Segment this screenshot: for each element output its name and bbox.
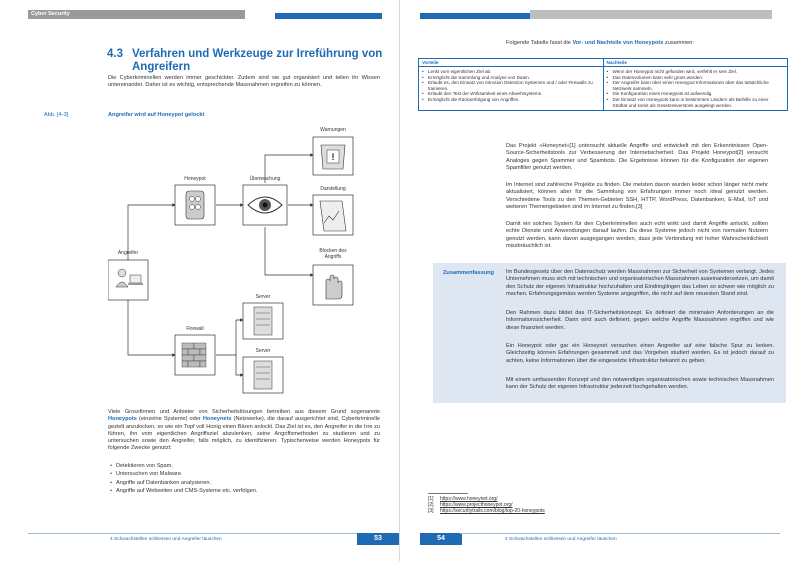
table-intro: Folgende Tabelle fasst die Vor- und Nachteile von Honeypots zusammen: [506,40,694,46]
body-paragraph: Viele Grossfirmen und Anbieter von Sicherheitslösungen betreiben aus diesem Grund sogenannte Honeypots (einzelne Systeme) oder Honeynets (Netzwerke), die darauf ausgerichtet sind, Cyberkriminelle gezielt anzulocken, so wie ein Topf voll Honig einen Bären anlockt. Das Ziel ist es, den Angreifer in die Irre zu führen, ihn vom eigentlichen Angriffsziel abzulenken, seine Angriffsmethoden zu studieren und zu untersuchen sowie den Angreifer, falls möglich, zu identifizieren. Typischerweise werden Honeypots für folgende Zwecke genutzt: [108,409,380,452]
svg-text:!: ! [331,152,335,162]
list-item: • Erlaubt es, den Einsatz von Intrusion Detection Systemen und / oder Firewalls zu trainieren. [422,80,600,91]
list-item: • Erlaubt den Test der Wirksamkeit eines Abwehrsystems. [422,91,600,97]
list-item: • Untersuchen von Malware. [110,470,258,478]
footer [420,533,780,553]
diagram-svg [108,125,368,405]
attacker-icon [108,260,148,300]
blocking-hand-icon [313,265,353,305]
label-blocking: Blocken des Angriffs [319,248,347,260]
header-label: Cyber Security [31,11,70,17]
summary-paragraph: Mit einem umfassenden Konzept und den notwendigen organisatorischen sowie technischen Massnahmen kann der Schutz der eigenen Infrastruktur jederzeit hochgehalten werden. [506,377,774,391]
real-services-paragraph: Damit ein solches System für den Cyberkriminellen auch echt wirkt und damit Angriffe anlockt, sollten echte Dienste und Anwendungen darauf laufen. Da diese Systeme jedoch nicht von normalen Nutzern genutzt werden, kann davon ausgegangen werden, dass jede Verbindung mit hoher Wahrscheinlichkeit missbräuchlich ist. [506,221,768,249]
table-header: Nachteile [603,59,788,67]
honeypot-icon [175,185,215,225]
list-item: • Wenn der Honeypot nicht gefunden wird, verfehlt er sein Ziel. [607,69,785,75]
summary-label: Zusammenfassung [443,270,494,276]
warnings-icon [313,137,353,175]
right-page [400,0,800,561]
footer [28,533,398,553]
label-presentation: Darstellung [320,186,346,192]
list-item: • Angriffe auf Datenbanken analysieren. [110,479,258,487]
reference-link[interactable]: https://securitytrails.com/blog/top-20-honeypots [440,508,545,515]
firewall-icon [175,335,215,375]
references [428,493,545,514]
summary-box [433,263,786,403]
projects-paragraph: Im Internet sind zahlreiche Projekte zu finden. Die meisten davon wurden leider schon länger nicht mehr aktualisiert, können aber für die Sammlung von Erfahrungen immer noch ideal genutzt werden. Verschiedene Tools zu den Themen-Gebieten SSH, HTTP, WordPress, Datenbanken, E-Mail, IoT und weiteren Themengebieten sind im Internet zu finden.[3] [506,182,768,210]
purpose-list [110,462,258,495]
label-honeypot: Honeypot [184,176,206,182]
server-icon [243,357,283,393]
list-item: • Ermöglicht die Rückverfolgung von Angriffen. [422,97,600,103]
header-bar [420,10,772,19]
intro-paragraph: Die Cyberkriminellen werden immer geschickter. Zudem sind sie gut organisiert und teilen ihr Wissen untereinander. Daher ist es wichtig, entsprechende Massnahmen ergreifen zu können. [108,75,380,89]
list-item: • Lenkt vom eigentlichen Ziel ab. [422,69,600,75]
list-item: • Detektieren von Spam. [110,462,258,470]
list-item: • Ermöglicht die Sammlung und Analyse von Daten. [422,75,600,81]
reference-link[interactable]: https://www.projecthoneypot.org/ [440,501,513,508]
server-icon [243,303,283,339]
reference-item: [2] https://www.projecthoneypot.org/ [428,501,513,508]
honeypot-diagram [108,125,368,405]
list-item: • Angriffe auf Webseiten und CMS-Systeme etc. verfolgen. [110,487,258,495]
footer-text: 4 Schwachstellen schliessen und Angreifer täuschen [110,537,222,542]
label-server: Server [255,348,271,354]
section-title: 4.3 Verfahren und Werkzeuge zur Irreführung von Angreifern [107,48,383,73]
list-item: • Der Angreifer kann über einen Honeypot Informationen über das tatsächliche Netzwerk sammeln. [607,80,785,91]
table-header: Vorteile [419,59,604,67]
reference-link[interactable]: https://www.honeynet.org/ [440,495,498,502]
figure-number: Abb. [4-3] [44,112,69,118]
figure-title: Angreifer wird auf Honeypot gelockt [108,112,205,118]
page-number: 54 [420,533,462,545]
list-item: • Das Datenvolumen kann sehr gross werden. [607,75,785,81]
disadvantages-cell [603,67,788,111]
summary-paragraph: Im Bundesgesetz über den Datenschutz werden Massnahmen zur Sicherheit von Systemen verlangt. Jedes Unternehmen muss sich mit technischen und organisatorischen Massnahmen auseinandersetzen, um damit den Schutz der eigenen Infrastruktur hochzuhalten und Eindringlingen das Leben so schwer wie möglich zu machen. Erfahrungsgemäss werden Systeme angegriffen, die nicht auf dem neuesten Stand sind. [506,269,774,297]
label-server: Server [255,294,271,300]
header-bar [28,10,382,19]
advantages-cell [419,67,604,111]
presentation-icon [313,195,353,235]
summary-paragraph: Den Rahmen dazu bildet das IT-Sicherheitskonzept. Es definiert die minimalen Anforderungen an die Informationssicherheit. Darin wird auch definiert, gegen welche Angriffe Massnahmen ergriffen und wie diese finanziert werden. [506,310,774,331]
page-number: 53 [357,533,399,545]
label-firewall: Firewall [186,326,204,332]
section-number: 4.3 [107,48,123,60]
summary-paragraph: Ein Honeypot oder gar ein Honeynet versuchen einen Angreifer auf eine falsche Spur zu lenken. Gleichzeitig können Erfahrungen gesammelt und das Vorgehen studiert werden. Es ist jedoch darauf zu achten, keine Informationen über die eingesetzte Infrastruktur bekannt zu geben. [506,343,774,364]
label-warnings: Warnungen [320,127,346,133]
pros-cons-table [418,58,788,111]
reference-item: [1] https://www.honeynet.org/ [428,495,498,502]
label-attacker: Angreifer [117,250,139,256]
monitoring-eye-icon [243,185,287,225]
honeynet-paragraph: Das Projekt «Honeynet»[1] untersucht aktuelle Angriffe und entwickelt mit den Erkenntnissen Open-Source-Sicherheitstools zur Verbesserung der Internetsicherheit. Das Projekt Honeypot[2] versucht Analoges gegen Spammer und Spambots. Die Ergebnisse können für die Konfiguration der eigenen Spamfilter genutzt werden. [506,143,768,171]
footer-text: 4 Schwachstellen schliessen und Angreifer täuschen [505,537,617,542]
list-item: • Die Konfiguration eines Honeypots ist aufwendig. [607,91,785,97]
list-item: • Der Einsatz von Honeypots kann in bestimmten Ländern als Beihilfe zu einer Straftat und somit als Gesetzesverstoss ausgelegt werden. [607,97,785,108]
label-monitoring: Überwachung [249,176,281,182]
reference-item: [3] https://securitytrails.com/blog/top-20-honeypots [428,508,545,515]
